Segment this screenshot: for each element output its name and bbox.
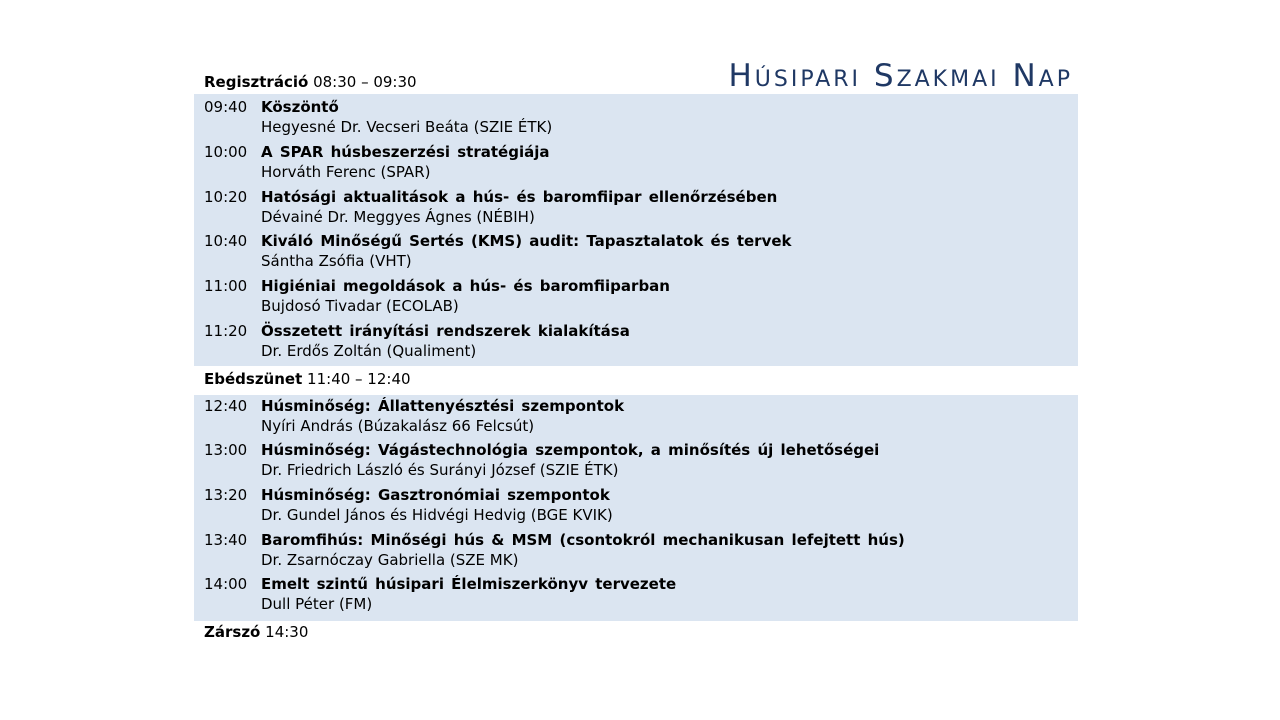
session-speaker: Dr. Erdős Zoltán (Qualiment) (261, 341, 477, 360)
session-speaker: Horváth Ferenc (SPAR) (261, 162, 431, 181)
session-time: 11:00 (204, 277, 248, 295)
session-time: 11:20 (204, 322, 248, 340)
session-title: Húsminőség: Gasztronómiai szempontok (261, 486, 610, 504)
registration-label: Regisztráció (204, 73, 309, 91)
closing-label: Zárszó (204, 623, 261, 641)
afternoon-sessions-block (194, 395, 1078, 621)
session-title: Összetett irányítási rendszerek kialakítása (261, 322, 630, 340)
session-speaker: Hegyesné Dr. Vecseri Beáta (SZIE ÉTK) (261, 117, 553, 136)
registration-row (204, 72, 417, 92)
session-speaker: Dévainé Dr. Meggyes Ágnes (NÉBIH) (261, 207, 535, 226)
session-speaker: Dr. Zsarnóczay Gabriella (SZE MK) (261, 550, 519, 569)
morning-sessions-block (194, 94, 1078, 366)
session-time: 10:00 (204, 143, 248, 161)
session-speaker: Nyíri András (Búzakalász 66 Felcsút) (261, 416, 535, 435)
session-speaker: Dull Péter (FM) (261, 594, 373, 613)
closing-row (204, 622, 308, 642)
session-time: 10:20 (204, 188, 248, 206)
session-title: A SPAR húsbeszerzési stratégiája (261, 143, 550, 161)
session-time: 14:00 (204, 575, 248, 593)
session-time: 10:40 (204, 232, 248, 250)
session-time: 09:40 (204, 98, 248, 116)
session-time: 13:00 (204, 441, 248, 459)
page-title: Húsipari Szakmai Nap (728, 58, 1073, 94)
session-title: Köszöntő (261, 98, 339, 116)
session-time: 12:40 (204, 397, 248, 415)
session-speaker: Bujdosó Tivadar (ECOLAB) (261, 296, 459, 315)
closing-time: 14:30 (265, 623, 309, 641)
lunch-time: 11:40 – 12:40 (307, 370, 411, 388)
session-title: Húsminőség: Vágástechnológia szempontok, a minősítés új lehetőségei (261, 441, 880, 459)
session-speaker: Sántha Zsófia (VHT) (261, 251, 412, 270)
session-title: Higiéniai megoldások a hús- és baromfiiparban (261, 277, 670, 295)
lunch-label: Ebédszünet (204, 370, 303, 388)
session-time: 13:20 (204, 486, 248, 504)
session-speaker: Dr. Gundel János és Hidvégi Hedvig (BGE KVIK) (261, 505, 613, 524)
session-speaker: Dr. Friedrich László és Surányi József (SZIE ÉTK) (261, 460, 619, 479)
registration-time: 08:30 – 09:30 (313, 73, 417, 91)
session-title: Kiváló Minőségű Sertés (KMS) audit: Tapasztalatok és tervek (261, 232, 792, 250)
session-time: 13:40 (204, 531, 248, 549)
lunch-row (204, 369, 411, 389)
session-title: Emelt szintű húsipari Élelmiszerkönyv tervezete (261, 575, 677, 593)
session-title: Hatósági aktualitások a hús- és baromfiipar ellenőrzésében (261, 188, 778, 206)
session-title: Baromfihús: Minőségi hús & MSM (csontokról mechanikusan lefejtett hús) (261, 531, 905, 549)
session-title: Húsminőség: Állattenyésztési szempontok (261, 397, 625, 415)
